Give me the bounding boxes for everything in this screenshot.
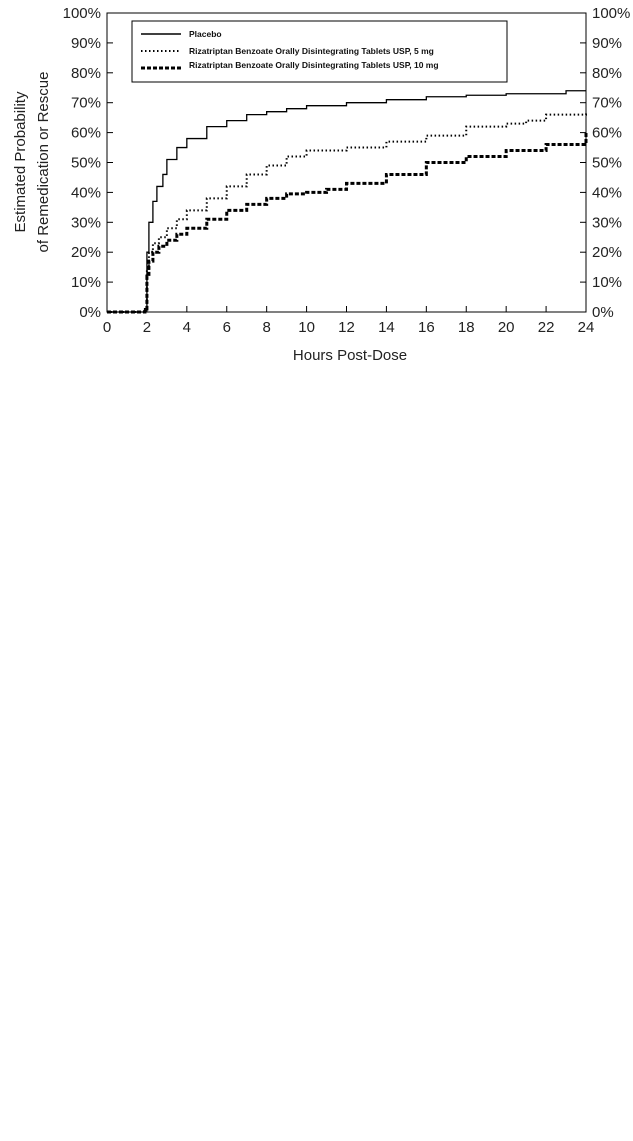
y-tick-label-left: 90%: [70, 34, 101, 52]
y-tick-label-left: 40%: [70, 184, 101, 202]
y-tick-label-left: 0%: [79, 304, 101, 321]
x-tick-label: 24: [577, 319, 595, 336]
x-tick-label: 12: [338, 319, 355, 336]
legend-label-placebo: Placebo: [189, 29, 222, 39]
y-tick-label-right: 30%: [592, 214, 623, 232]
x-tick-label: 16: [417, 319, 435, 336]
legend-label-10mg: Rizatriptan Benzoate Orally Disintegrating Tablets USP, 10 mg: [189, 60, 439, 70]
series-line-placebo: [107, 91, 586, 312]
legend: [132, 21, 507, 82]
x-tick-label: 8: [262, 319, 271, 336]
x-tick-label: 6: [222, 319, 231, 336]
y-tick-label-right: 20%: [592, 244, 623, 262]
series-line-5mg: [107, 112, 586, 312]
y-tick-label-left: 80%: [70, 64, 101, 82]
y-tick-label-left: 70%: [70, 94, 101, 112]
x-tick-label: 18: [457, 319, 475, 336]
x-tick-label: 0: [102, 319, 112, 336]
x-tick-label: 22: [537, 319, 555, 336]
y-tick-label-left: 30%: [70, 214, 101, 232]
y-tick-label-right: 70%: [592, 94, 623, 112]
x-tick-label: 20: [497, 319, 515, 336]
y-tick-label-right: 100%: [592, 5, 631, 22]
y-tick-label-left: 60%: [70, 124, 101, 142]
y-axis-title-line-1: Estimated Probability: [12, 91, 29, 233]
y-axis-title-line-2: of Remedication or Rescue: [35, 71, 52, 253]
y-tick-label-left: 50%: [70, 154, 101, 172]
y-tick-label-right: 60%: [592, 124, 623, 142]
x-tick-label: 10: [298, 319, 315, 336]
x-tick-label: 4: [182, 319, 192, 336]
y-tick-label-left: 10%: [70, 274, 101, 292]
legend-label-5mg: Rizatriptan Benzoate Orally Disintegrating Tablets USP, 5 mg: [189, 46, 434, 56]
y-tick-label-right: 0%: [592, 304, 614, 321]
x-axis-title: Hours Post-Dose: [292, 347, 408, 364]
y-tick-label-left: 20%: [70, 244, 101, 262]
x-tick-label: 14: [378, 319, 395, 336]
y-tick-label-right: 10%: [592, 274, 623, 292]
y-tick-label-left: 100%: [62, 5, 101, 22]
y-tick-label-right: 40%: [592, 184, 623, 202]
y-tick-label-right: 50%: [592, 154, 623, 172]
series-line-10mg: [107, 133, 586, 312]
y-tick-label-right: 90%: [592, 34, 623, 52]
y-tick-label-right: 80%: [592, 64, 623, 82]
x-tick-label: 2: [142, 319, 152, 336]
series-lines: [107, 91, 586, 312]
